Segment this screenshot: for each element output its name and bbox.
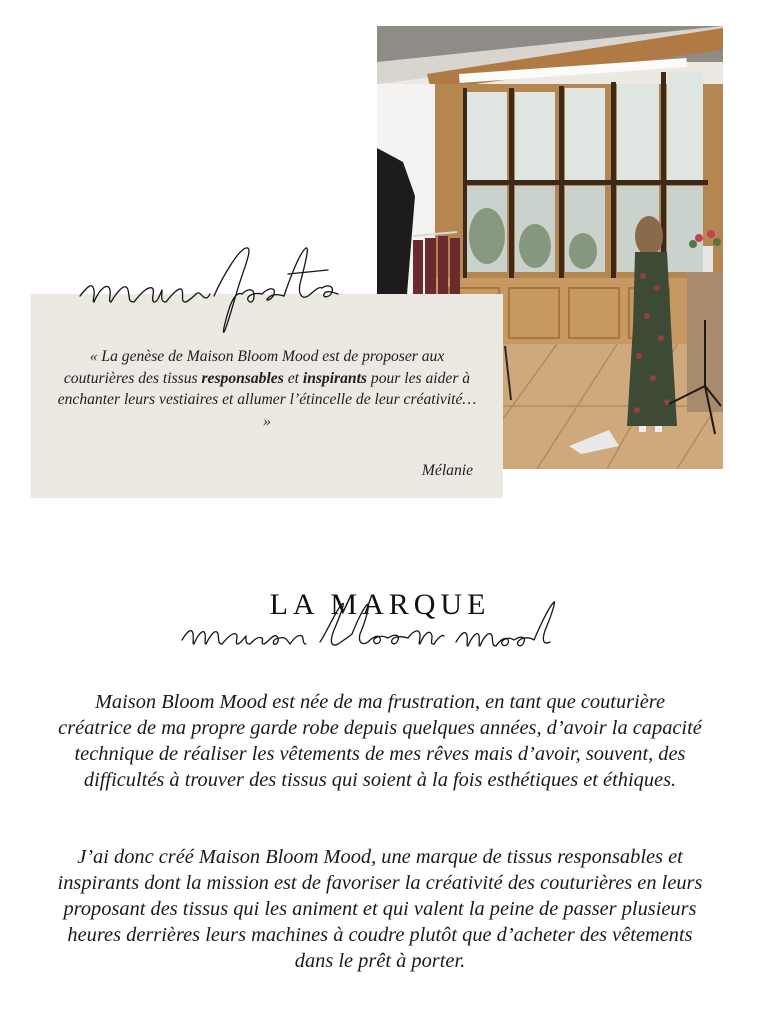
manifesto-quote [53, 346, 481, 432]
quote-author: Mélanie [421, 462, 473, 479]
story-paragraph-2: J’ai donc créé Maison Bloom Mood, une marque de tissus responsables et inspirants dont la mission est de favoriser la créativité des couturières en leurs proposant des tissus qui les animent et qui valent la peine de passer plusieurs heures derrières leurs machines à coudre plutôt que d’acheter des vêtements dans le prêt à porter. [57, 846, 703, 972]
manifeste-script-title [78, 238, 340, 338]
brand-title: LA MARQUE [269, 588, 491, 621]
brand-script-subtitle [180, 596, 558, 658]
quote-bold-responsables: responsables [201, 369, 284, 387]
quote-part-3: et [283, 369, 303, 387]
quote-part-5: pour les aider à enchanter leurs vestiaires et allumer l’étincelle de leur créativité… » [57, 369, 477, 430]
quote-bold-inspirants: inspirants [302, 369, 368, 387]
story-paragraph-1: Maison Bloom Mood est née de ma frustration, en tant que couturière créatrice de ma propre garde robe depuis quelques années, d’avoir la capacité technique de réaliser les vêtements de mes rêves mais d’avoir, souvent, des difficultés à trouver des tissus qui soient à la fois esthétiques et éthiques. [58, 691, 702, 791]
quote-part-1: « La genèse de Maison Bloom Mood est de proposer aux couturières des tissus [63, 348, 445, 387]
